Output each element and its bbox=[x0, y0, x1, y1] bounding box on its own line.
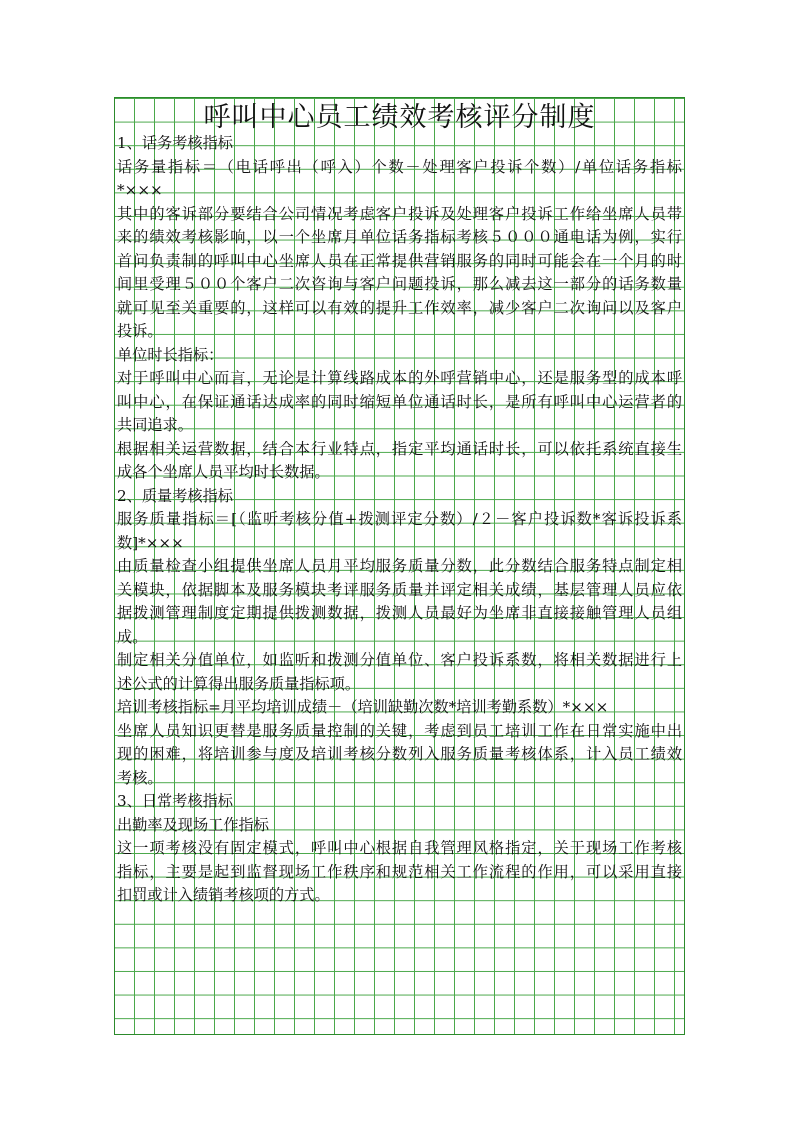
formula-line: *××× bbox=[117, 181, 163, 199]
formula-line: 培训考核指标=月平均培训成绩－（培训缺勤次数*培训考勤系数）*××× bbox=[117, 698, 609, 716]
formula-line: 服务质量指标＝[（监听考核分值+拨测评定分数）/２－客户投诉数*客诉投诉系 bbox=[117, 510, 682, 528]
section-heading-2: 2、质量考核指标 bbox=[117, 486, 233, 505]
paragraph-line: 扣罚或计入绩销考核项的方式。 bbox=[117, 886, 330, 904]
document-page bbox=[114, 97, 685, 1035]
paragraph-line: 成。 bbox=[117, 627, 148, 646]
paragraph-line: 指标，主要是起到监督现场工作秩序和规范相关工作流程的作用，可以采用直接 bbox=[117, 862, 682, 881]
paragraph-line: 投诉。 bbox=[117, 322, 163, 340]
paragraph-line: 据拨测管理制度定期提供拨测数据，拨测人员最好为坐席非直接接触管理人员组 bbox=[117, 604, 682, 622]
paragraph-line: 来的绩效考核影响，以一个坐席月单位话务指标考核５０００通电话为例，实行 bbox=[117, 228, 682, 246]
section-heading-3: 3、日常考核指标 bbox=[117, 792, 233, 810]
paragraph-line: 制定相关分值单位，如监听和拨测分值单位、客户投诉系数，将相关数据进行上 bbox=[117, 651, 682, 669]
paragraph-line: 间里受理５００个客户二次咨询与客户问题投诉，那么减去这一部分的话务数量 bbox=[117, 275, 682, 293]
formula-line: 数]*××× bbox=[117, 533, 184, 552]
paragraph-line: 根据相关运营数据，结合本行业特点，指定平均通话时长，可以依托系统直接生 bbox=[117, 439, 682, 458]
formula-line: 话务量指标＝（电话呼出（呼入）个数－处理客户投诉个数）/单位话务指标 bbox=[117, 157, 682, 176]
paragraph-line: 现的困难，将培训参与度及培训考核分数列入服务质量考核体系，计入员工绩效 bbox=[117, 745, 682, 763]
paragraph-line: 其中的客诉部分要结合公司情况考虑客户投诉及处理客户投诉工作给坐席人员带 bbox=[117, 204, 682, 223]
paragraph-line: 首问负责制的呼叫中心坐席人员在正常提供营销服务的同时可能会在一个月的时 bbox=[117, 251, 682, 270]
paragraph-line: 关模块，依据脚本及服务模块考评服务质量并评定相关成绩，基层管理人员应依 bbox=[117, 580, 682, 599]
paragraph-line: 述公式的计算得出服务质量指标项。 bbox=[117, 674, 360, 693]
paragraph-line: 共同追求。 bbox=[117, 416, 193, 434]
paragraph-line: 就可见至关重要的，这样可以有效的提升工作效率，减少客户二次询问以及客户 bbox=[117, 298, 682, 317]
paragraph-line: 考核。 bbox=[117, 768, 163, 787]
paragraph-line: 这一项考核没有固定模式，呼叫中心根据自我管理风格指定，关于现场工作考核 bbox=[117, 839, 682, 857]
paragraph-line: 成各个坐席人员平均时长数据。 bbox=[117, 463, 330, 481]
paragraph-line: 对于呼叫中心而言，无论是计算线路成本的外呼营销中心，还是服务型的成本呼 bbox=[117, 369, 682, 387]
subheading: 单位时长指标： bbox=[117, 345, 224, 364]
document-title: 呼叫中心员工绩效考核评分制度 bbox=[203, 102, 596, 133]
section-heading-1: 1、话务考核指标 bbox=[117, 134, 233, 152]
paragraph-line: 坐席人员知识更替是服务质量控制的关键，考虑到员工培训工作在日常实施中出 bbox=[117, 721, 682, 740]
subheading: 出勤率及现场工作指标 bbox=[117, 815, 269, 834]
paragraph-line: 叫中心，在保证通话达成率的同时缩短单位通话时长，是所有呼叫中心运营者的 bbox=[117, 392, 682, 411]
paragraph-line: 由质量检查小组提供坐席人员月平均服务质量分数，此分数结合服务特点制定相 bbox=[117, 557, 682, 575]
document-body bbox=[117, 132, 682, 908]
